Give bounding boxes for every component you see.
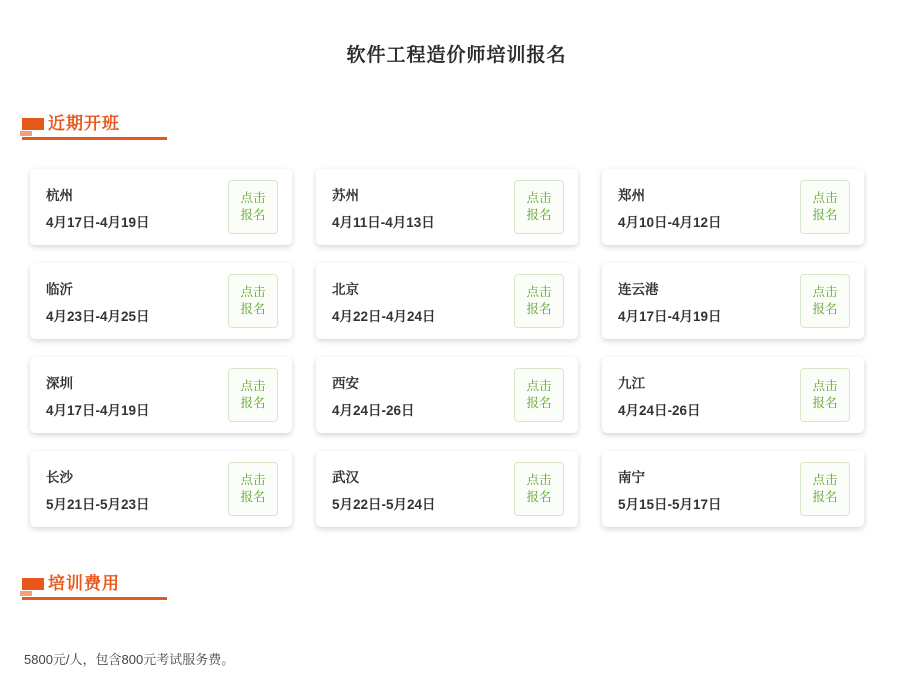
- class-card-info: [332, 278, 436, 325]
- class-card-info: [46, 278, 150, 325]
- class-city: 南宁: [618, 469, 645, 485]
- signup-button-line1: 点击: [240, 191, 266, 205]
- class-card-info: [332, 184, 435, 231]
- class-dates: 5月21日-5月23日: [46, 496, 150, 512]
- class-card-info: [46, 372, 150, 419]
- signup-button-line1: 点击: [812, 285, 838, 299]
- signup-button-line2: 报名: [526, 396, 552, 410]
- class-city: 临沂: [46, 281, 73, 297]
- class-city: 西安: [332, 375, 359, 391]
- class-dates: 4月10日-4月12日: [618, 214, 722, 230]
- heading-underline: [22, 597, 167, 600]
- class-card-info: [618, 184, 722, 231]
- signup-button[interactable]: [228, 274, 278, 328]
- signup-button-line1: 点击: [526, 379, 552, 393]
- signup-button[interactable]: [800, 462, 850, 516]
- signup-button-line1: 点击: [240, 473, 266, 487]
- class-card[interactable]: [316, 357, 578, 433]
- training-fee-text: 5800元/人，包含800元考试服务费。: [24, 652, 235, 667]
- signup-button[interactable]: [228, 368, 278, 422]
- page-title: 软件工程造价师培训报名: [346, 45, 567, 66]
- class-dates: 4月17日-4月19日: [618, 308, 722, 324]
- class-card-info: [618, 278, 722, 325]
- signup-button-line2: 报名: [240, 490, 266, 504]
- class-dates: 5月15日-5月17日: [618, 496, 722, 512]
- section-heading-label: 培训费用: [48, 574, 120, 593]
- section-heading-label: 近期开班: [48, 114, 120, 133]
- class-card-info: [46, 184, 150, 231]
- class-city: 九江: [618, 375, 645, 391]
- signup-button-line2: 报名: [812, 396, 838, 410]
- class-card[interactable]: [316, 169, 578, 245]
- class-card[interactable]: [30, 357, 292, 433]
- signup-button-line2: 报名: [526, 208, 552, 222]
- class-dates: 4月23日-4月25日: [46, 308, 150, 324]
- signup-button-line1: 点击: [526, 191, 552, 205]
- signup-button-line1: 点击: [526, 285, 552, 299]
- signup-button-line1: 点击: [812, 379, 838, 393]
- signup-button-line2: 报名: [526, 490, 552, 504]
- signup-button[interactable]: [514, 274, 564, 328]
- signup-button[interactable]: [800, 274, 850, 328]
- signup-button[interactable]: [514, 180, 564, 234]
- class-card-info: [618, 372, 701, 419]
- class-card[interactable]: [602, 357, 864, 433]
- signup-button[interactable]: [228, 180, 278, 234]
- signup-button-line1: 点击: [526, 473, 552, 487]
- class-card[interactable]: [602, 451, 864, 527]
- class-card[interactable]: [316, 451, 578, 527]
- class-card-info: [46, 466, 150, 513]
- heading-underline: [22, 137, 167, 140]
- class-city: 深圳: [46, 375, 73, 391]
- class-city: 北京: [332, 281, 359, 297]
- class-card-info: [332, 466, 436, 513]
- signup-button[interactable]: [514, 368, 564, 422]
- class-card[interactable]: [316, 263, 578, 339]
- signup-button-line2: 报名: [526, 302, 552, 316]
- signup-button-line1: 点击: [812, 473, 838, 487]
- signup-button-line2: 报名: [240, 396, 266, 410]
- class-card[interactable]: [30, 263, 292, 339]
- signup-button[interactable]: [800, 180, 850, 234]
- class-city: 苏州: [332, 187, 359, 203]
- class-card[interactable]: [30, 451, 292, 527]
- class-card[interactable]: [602, 169, 864, 245]
- accent-bar-icon: [22, 118, 44, 130]
- signup-button-line1: 点击: [812, 191, 838, 205]
- class-dates: 4月22日-4月24日: [332, 308, 436, 324]
- class-dates: 4月11日-4月13日: [332, 214, 435, 230]
- class-city: 杭州: [46, 187, 73, 203]
- accent-bar-icon: [22, 578, 44, 590]
- class-city: 长沙: [46, 469, 73, 485]
- class-dates: 4月24日-26日: [618, 402, 701, 418]
- class-card[interactable]: [30, 169, 292, 245]
- class-card-info: [332, 372, 415, 419]
- signup-button-line1: 点击: [240, 285, 266, 299]
- section-heading-upcoming-classes: [22, 109, 891, 143]
- class-dates: 4月24日-26日: [332, 402, 415, 418]
- class-card-info: [618, 466, 722, 513]
- signup-button-line2: 报名: [240, 208, 266, 222]
- signup-button-line2: 报名: [812, 302, 838, 316]
- signup-button-line1: 点击: [240, 379, 266, 393]
- class-dates: 4月17日-4月19日: [46, 402, 150, 418]
- class-dates: 5月22日-5月24日: [332, 496, 436, 512]
- signup-button[interactable]: [228, 462, 278, 516]
- signup-button-line2: 报名: [812, 208, 838, 222]
- class-city: 武汉: [332, 469, 359, 485]
- class-card[interactable]: [602, 263, 864, 339]
- class-city: 连云港: [618, 281, 659, 297]
- class-city: 郑州: [618, 187, 645, 203]
- signup-button-line2: 报名: [812, 490, 838, 504]
- class-dates: 4月17日-4月19日: [46, 214, 150, 230]
- signup-button[interactable]: [514, 462, 564, 516]
- section-heading-training-fee: [22, 569, 891, 603]
- class-card-grid: [22, 169, 891, 527]
- signup-button[interactable]: [800, 368, 850, 422]
- signup-button-line2: 报名: [240, 302, 266, 316]
